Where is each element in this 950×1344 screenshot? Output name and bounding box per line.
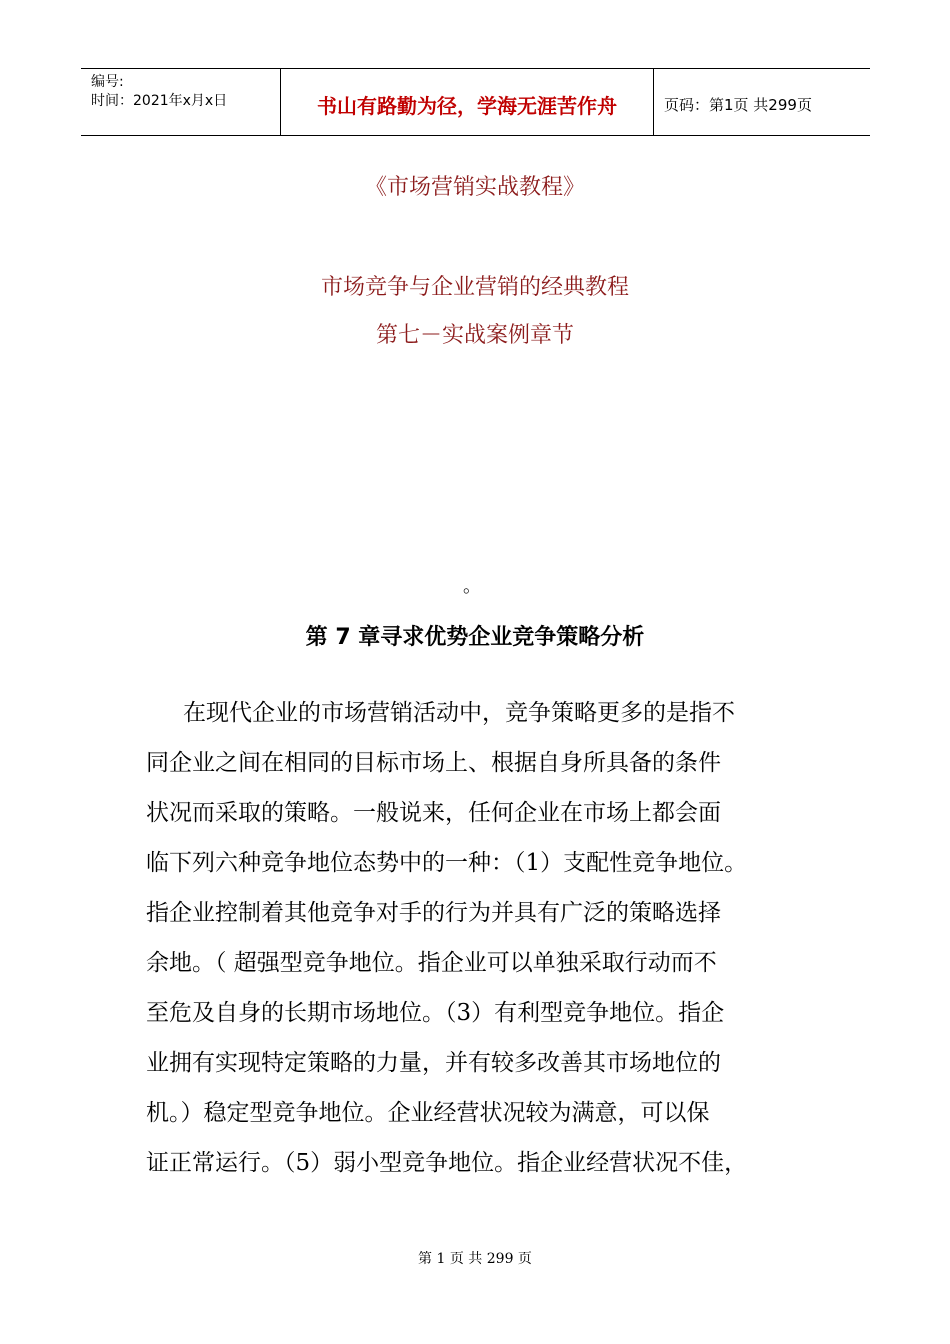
stray-period-mark: 。 <box>463 576 481 597</box>
page-footer: 第 1 页 共 299 页 <box>418 1251 532 1267</box>
body-line: 至危及自身的长期市场地位。（3）有利型竞争地位。指企 <box>146 1000 725 1026</box>
document-header-table <box>81 68 870 136</box>
book-title: 《市场营销实战教程》 <box>364 175 585 200</box>
document-number-label: 编号: <box>91 74 124 90</box>
subtitle-primary: 市场竞争与企业营销的经典教程 <box>320 275 629 300</box>
body-line: 余地。（ 超强型竞争地位。指企业可以单独采取行动而不 <box>146 950 717 976</box>
body-line: 同企业之间在相同的目标市场上、根据自身所具备的条件 <box>146 750 721 776</box>
body-line: 在现代企业的市场营销活动中，竞争策略更多的是指不 <box>183 700 735 726</box>
header-meta-cell <box>81 69 281 135</box>
body-line: 指企业控制着其他竞争对手的行为并具有广泛的策略选择 <box>146 900 721 926</box>
body-line: 机。）稳定型竞争地位。企业经营状况较为满意，可以保 <box>146 1100 710 1126</box>
subtitle-chapter: 第七－实战案例章节 <box>375 323 574 348</box>
body-line: 业拥有实现特定策略的力量，并有较多改善其市场地位的 <box>146 1050 721 1076</box>
body-paragraph <box>146 688 826 1188</box>
chapter-heading: 第 7 章寻求优势企业竞争策略分析 <box>305 625 645 650</box>
body-line: 状况而采取的策略。一般说来，任何企业在市场上都会面 <box>146 800 721 826</box>
header-motto: 书山有路勤为径，学海无涯苦作舟 <box>281 69 654 135</box>
body-line: 临下列六种竞争地位态势中的一种：（1）支配性竞争地位。 <box>146 850 748 876</box>
body-line: 证正常运行。（5）弱小型竞争地位。指企业经营状况不佳， <box>146 1150 748 1176</box>
header-page-info: 页码：第1页 共299页 <box>664 95 812 114</box>
document-time-label: 时间：2021年x月x日 <box>91 93 228 109</box>
